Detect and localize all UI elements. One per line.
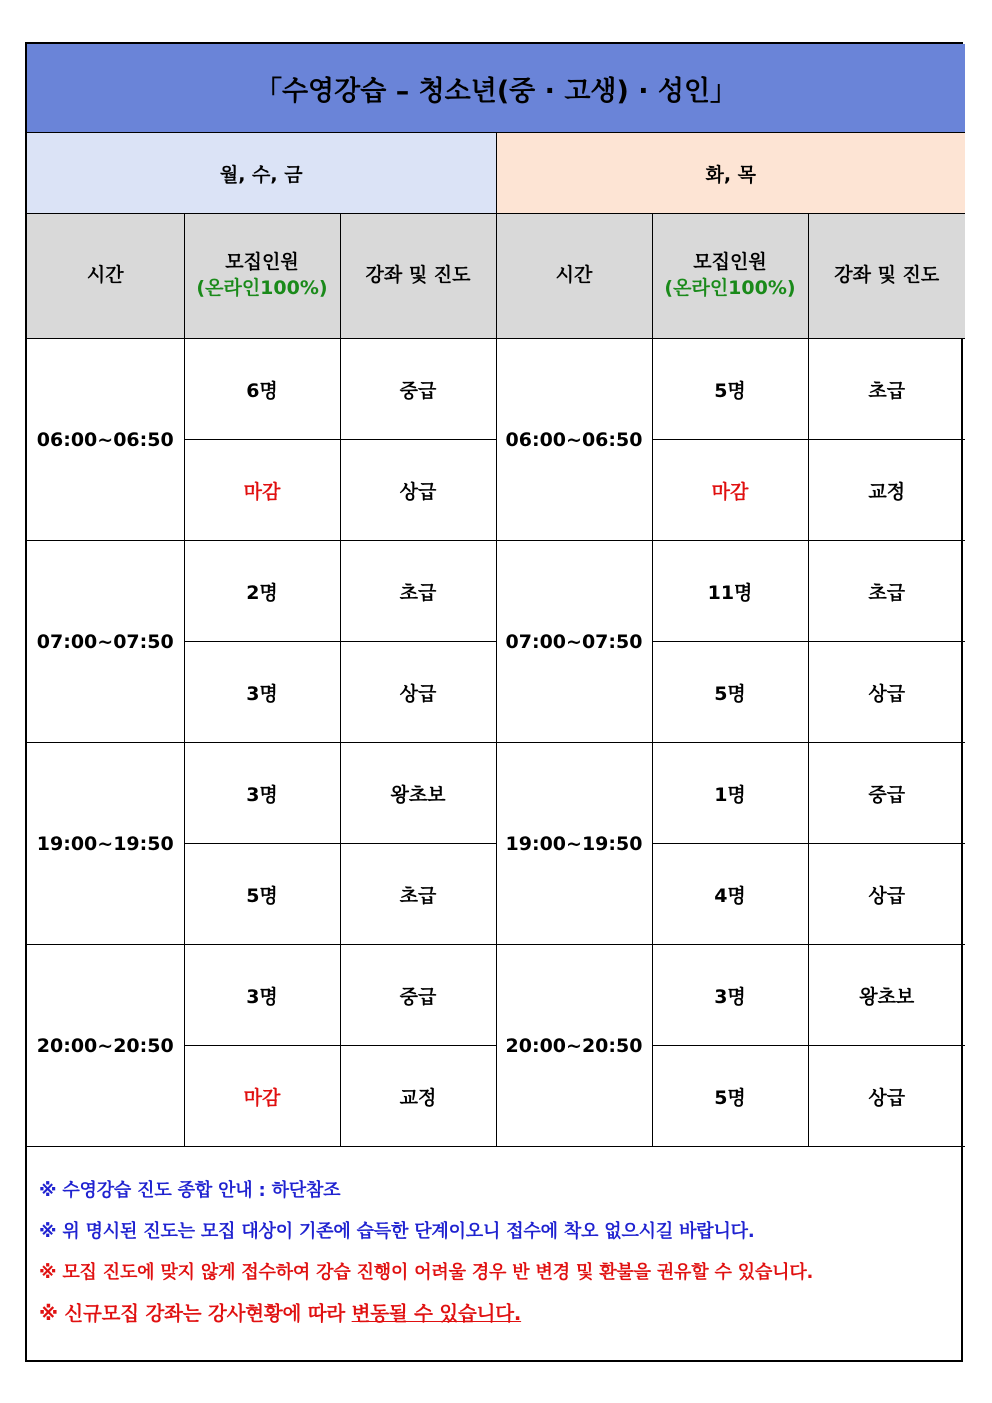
header-capacity-online: (온라인100%) bbox=[664, 277, 796, 299]
capacity-cell: 3명 bbox=[184, 743, 340, 844]
time-slot-mwf: 19:00~19:50 bbox=[27, 743, 184, 945]
course-cell: 중급 bbox=[340, 945, 496, 1046]
capacity-cell: 1명 bbox=[652, 743, 808, 844]
header-course: 강좌 및 진도 bbox=[808, 214, 965, 339]
course-cell: 왕초보 bbox=[808, 945, 965, 1046]
capacity-cell: 5명 bbox=[184, 844, 340, 945]
schedule-table bbox=[27, 44, 965, 1147]
capacity-cell-closed: 마감 bbox=[184, 440, 340, 541]
course-cell: 교정 bbox=[808, 440, 965, 541]
note-change-underlined: 변동될 수 있습니다. bbox=[351, 1302, 522, 1325]
note-level-notice: ※ 위 명시된 진도는 모집 대상이 기존에 습득한 단계이오니 접수에 착오 없으시길 바랍니다. bbox=[39, 1221, 755, 1242]
note-change-notice bbox=[39, 1297, 955, 1338]
time-slot-tt: 19:00~19:50 bbox=[496, 743, 652, 945]
course-cell: 상급 bbox=[340, 440, 496, 541]
course-cell: 초급 bbox=[808, 541, 965, 642]
capacity-cell: 5명 bbox=[652, 642, 808, 743]
note-progress-guide: ※ 수영강습 진도 종합 안내 : 하단참조 bbox=[39, 1180, 341, 1201]
days-mon-wed-fri: 월, 수, 금 bbox=[27, 133, 496, 214]
course-cell: 상급 bbox=[340, 642, 496, 743]
capacity-cell: 11명 bbox=[652, 541, 808, 642]
header-capacity bbox=[652, 214, 808, 339]
time-slot-mwf: 20:00~20:50 bbox=[27, 945, 184, 1147]
time-slot-mwf: 06:00~06:50 bbox=[27, 339, 184, 541]
header-time: 시간 bbox=[496, 214, 652, 339]
course-cell: 상급 bbox=[808, 642, 965, 743]
header-capacity-label: 모집인원 bbox=[225, 251, 299, 274]
course-cell: 상급 bbox=[808, 844, 965, 945]
capacity-cell: 3명 bbox=[184, 945, 340, 1046]
capacity-cell-closed: 마감 bbox=[652, 440, 808, 541]
header-course: 강좌 및 진도 bbox=[340, 214, 496, 339]
course-cell: 중급 bbox=[340, 339, 496, 440]
capacity-cell: 3명 bbox=[184, 642, 340, 743]
schedule-document bbox=[25, 42, 963, 1362]
time-slot-tt: 07:00~07:50 bbox=[496, 541, 652, 743]
note-change-prefix: ※ 신규모집 강좌는 강사현황에 따라 bbox=[39, 1302, 352, 1325]
days-tue-thu: 화, 목 bbox=[496, 133, 965, 214]
table-row bbox=[27, 541, 965, 642]
course-cell: 상급 bbox=[808, 1046, 965, 1147]
page-title: 「수영강습 – 청소년(중 · 고생) · 성인」 bbox=[27, 44, 965, 133]
course-cell: 초급 bbox=[340, 541, 496, 642]
time-slot-tt: 20:00~20:50 bbox=[496, 945, 652, 1147]
course-cell: 중급 bbox=[808, 743, 965, 844]
table-row bbox=[27, 945, 965, 1046]
capacity-cell-closed: 마감 bbox=[184, 1046, 340, 1147]
column-header-row bbox=[27, 214, 965, 339]
capacity-cell: 5명 bbox=[652, 1046, 808, 1147]
capacity-cell: 5명 bbox=[652, 339, 808, 440]
header-time: 시간 bbox=[27, 214, 184, 339]
time-slot-mwf: 07:00~07:50 bbox=[27, 541, 184, 743]
table-row bbox=[27, 339, 965, 440]
capacity-cell: 2명 bbox=[184, 541, 340, 642]
course-cell: 초급 bbox=[340, 844, 496, 945]
capacity-cell: 3명 bbox=[652, 945, 808, 1046]
header-capacity bbox=[184, 214, 340, 339]
capacity-cell: 4명 bbox=[652, 844, 808, 945]
table-row bbox=[27, 743, 965, 844]
course-cell: 왕초보 bbox=[340, 743, 496, 844]
header-capacity-online: (온라인100%) bbox=[196, 277, 328, 299]
capacity-cell: 6명 bbox=[184, 339, 340, 440]
notes-section bbox=[39, 1174, 955, 1338]
course-cell: 초급 bbox=[808, 339, 965, 440]
header-capacity-label: 모집인원 bbox=[693, 251, 767, 274]
note-refund-notice: ※ 모집 진도에 맞지 않게 접수하여 강습 진행이 어려울 경우 반 변경 및 환불을 권유할 수 있습니다. bbox=[39, 1262, 814, 1283]
course-cell: 교정 bbox=[340, 1046, 496, 1147]
time-slot-tt: 06:00~06:50 bbox=[496, 339, 652, 541]
